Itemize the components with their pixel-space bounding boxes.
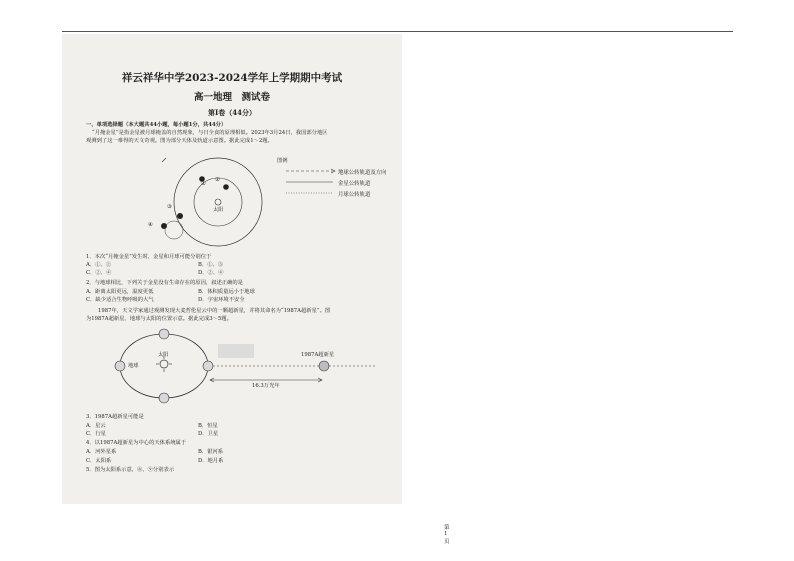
question-2-option-d: D．宇宙环境不安全 bbox=[198, 297, 245, 303]
position-label-1: ① bbox=[201, 181, 206, 187]
question-4-stem: 4．以1987A超新星为中心的天体系统属于 bbox=[86, 440, 187, 446]
earth-position-left bbox=[115, 361, 125, 371]
figure2-distance-label: 16.3万光年 bbox=[252, 383, 280, 389]
question-4-option-c: C．太阳系 bbox=[86, 458, 112, 464]
exam-sheet bbox=[62, 34, 450, 545]
position-label-3: ③ bbox=[167, 204, 172, 210]
question-4-option-b: B．银河系 bbox=[198, 449, 224, 455]
section-heading: 一、单项选择题（本大题共44小题，每小题1分，共44分） bbox=[86, 122, 227, 128]
sun-mark bbox=[215, 199, 221, 205]
moon-orbit bbox=[165, 221, 183, 239]
supernova-diagram bbox=[118, 330, 378, 410]
question-1-option-a: A．①、② bbox=[86, 262, 112, 268]
orbit-diagram bbox=[148, 158, 371, 250]
dark-patch bbox=[218, 344, 254, 358]
supernova-dot bbox=[319, 361, 329, 371]
figure2-earth-label: 地球 bbox=[128, 363, 139, 369]
legend-title: 图例 bbox=[277, 158, 288, 164]
intro-line-2: 观测到了这一难得的天文奇观。图为部分天体及轨道示意图。据此完成1～2题。 bbox=[86, 138, 273, 144]
question-2-option-a: A．距离太阳更远，温度更低 bbox=[86, 289, 154, 295]
sun-label: 太阳 bbox=[213, 207, 224, 213]
planet-dot bbox=[223, 184, 229, 190]
legend-item-earth: 地球公转轨道及方向 bbox=[338, 170, 387, 176]
exam-subtitle: 高一地理 测试卷 bbox=[193, 92, 270, 103]
question-3-option-b: B．恒星 bbox=[198, 423, 218, 429]
figure2-sun-label: 太阳 bbox=[158, 352, 169, 358]
question-3-stem: 3．1987A超新星可能是 bbox=[86, 414, 144, 420]
page-top-rule bbox=[62, 31, 733, 32]
page-number: 第1页 bbox=[444, 525, 450, 545]
orbit-arrow bbox=[162, 158, 166, 162]
intro-line-1: “月掩金星”是指金星被月球掩盖的自然现象，与日全食的原理相似。2023年3月24日，我国部分地区 bbox=[92, 130, 328, 136]
question-4-option-d: D．地月系 bbox=[198, 458, 224, 464]
exam-title: 祥云祥华中学2023-2024学年上学期期中考试 bbox=[121, 72, 343, 84]
figure2-supernova-label: 1987A超新星 bbox=[301, 352, 335, 358]
legend-item-venus: 金星公转轨道 bbox=[338, 181, 371, 187]
earth-position-top bbox=[159, 329, 169, 339]
question-3-option-d: D．卫星 bbox=[198, 431, 219, 437]
question-3-option-c: C．行星 bbox=[86, 431, 106, 437]
question-5-stem: 5．图为太阳系示意，⑧、⑨分别表示 bbox=[86, 467, 175, 473]
earth-position-bottom bbox=[159, 393, 169, 403]
question-2-option-b: B．体积质量远小于地球 bbox=[198, 289, 255, 295]
passage-line-2: 为1987A超新星、地球与太阳的位置示意。据此完成3～5题。 bbox=[86, 316, 232, 322]
question-1-option-b: B．①、③ bbox=[198, 262, 224, 268]
passage-line-1: 1987年，天文学家通过观测发现大麦哲伦星云中的一颗超新星，并将其命名为“1987A超新星”。图 bbox=[98, 308, 331, 314]
earth-position-right bbox=[203, 361, 213, 371]
question-3-option-a: A．星云 bbox=[86, 423, 106, 429]
question-2-option-c: C．缺少适合生物呼吸的大气 bbox=[86, 297, 154, 303]
position-label-2: ② bbox=[215, 177, 220, 183]
sun-symbol bbox=[160, 360, 168, 368]
legend-item-moon: 月球公转轨道 bbox=[338, 192, 371, 198]
position-label-4: ④ bbox=[148, 222, 153, 228]
part-heading: 第Ⅰ卷（44分） bbox=[207, 108, 256, 117]
question-1-option-c: C．②、④ bbox=[86, 270, 112, 276]
question-1-option-d: D．②、④ bbox=[198, 270, 224, 276]
moon-dot bbox=[177, 213, 183, 219]
question-1-stem: 1．本次“月掩金星”发生时，金星和月球可能分别位于 bbox=[86, 254, 212, 260]
question-4-option-a: A．河外星系 bbox=[86, 449, 117, 455]
earth-orbit bbox=[174, 158, 262, 246]
question-2-stem: 2．与地球相比，下列关于金星没有生命存在的原因，叙述正确的是 bbox=[86, 280, 243, 286]
